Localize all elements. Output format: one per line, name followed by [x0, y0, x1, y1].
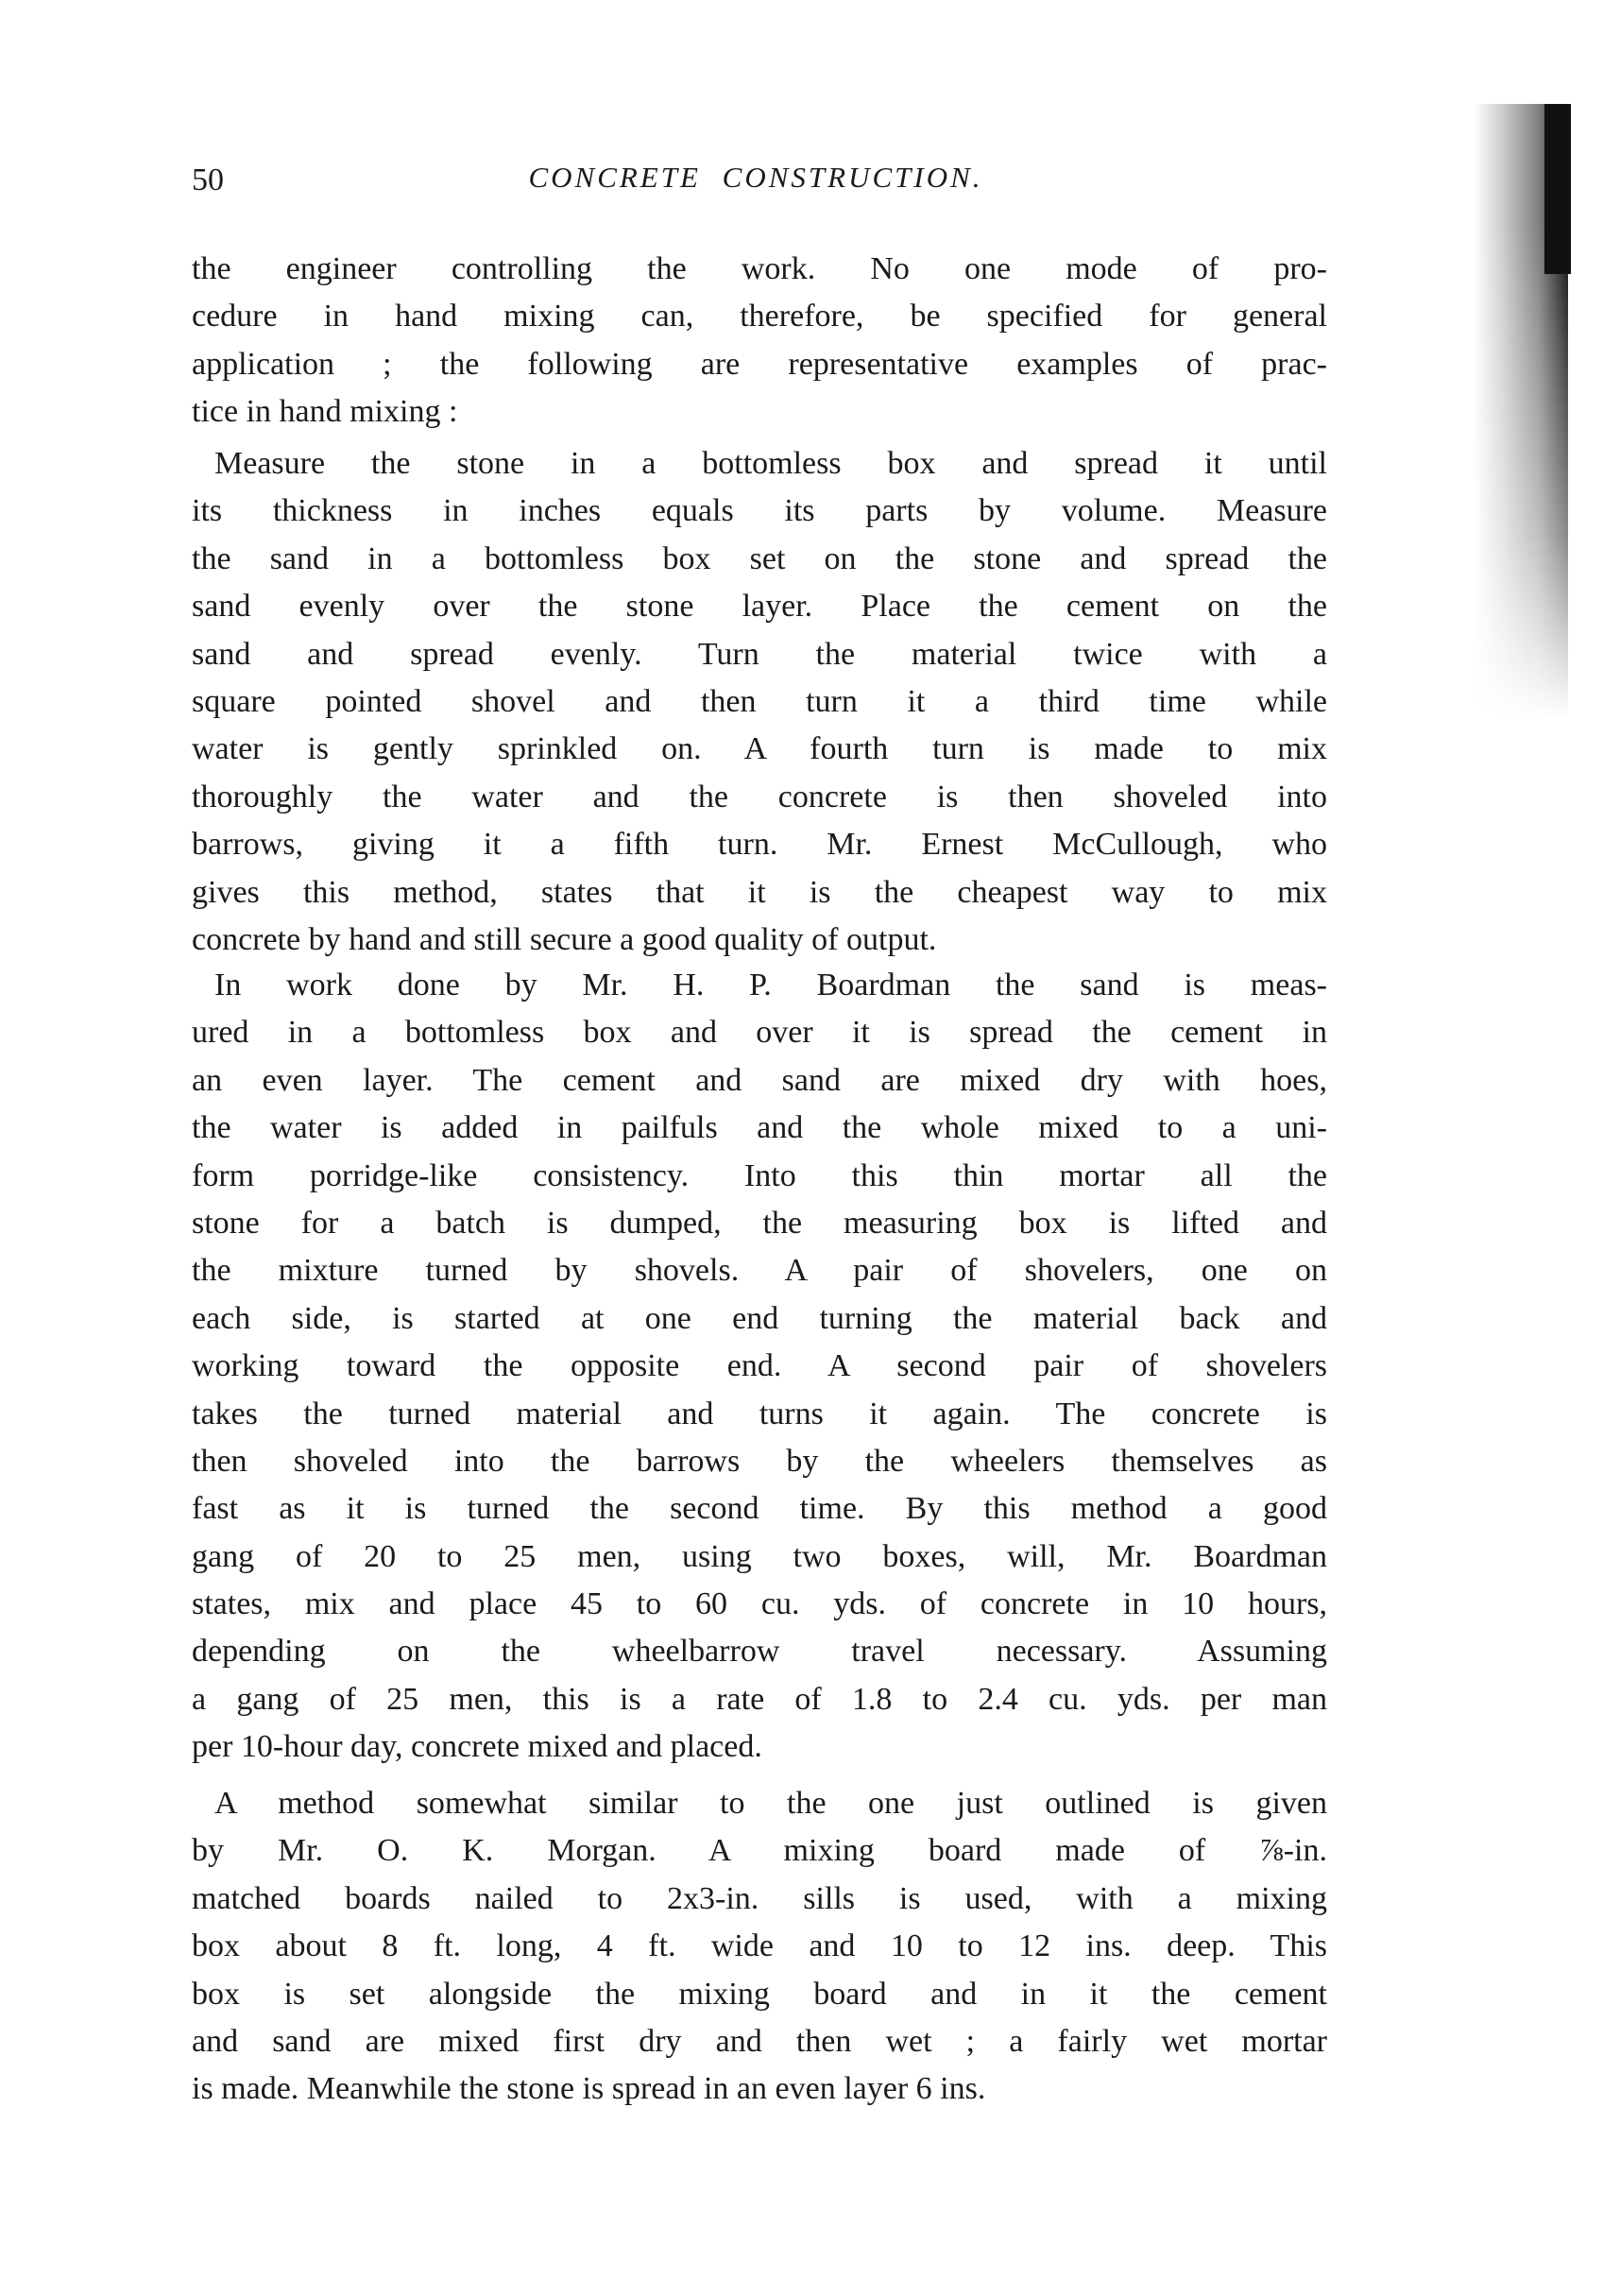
text-line: tice in hand mixing : [192, 394, 458, 430]
text-line: gives this method, states that it is the cheapest way to mix [192, 874, 1327, 910]
text-line: form porridge-like consistency. Into this thin mortar all the [192, 1157, 1327, 1193]
text-line: its thickness in inches equals its parts by volume. Measure [192, 493, 1327, 529]
text-line: states, mix and place 45 to 60 cu. yds. of concrete in 10 hours, [192, 1586, 1327, 1622]
paragraph-4 [192, 1780, 1327, 2114]
running-title: CONCRETE CONSTRUCTION. [528, 161, 983, 194]
text-line: depending on the wheelbarrow travel necessary. Assuming [192, 1634, 1327, 1670]
text-line: fast as it is turned the second time. By this method a good [192, 1491, 1327, 1527]
text-line: thoroughly the water and the concrete is then shoveled into [192, 779, 1327, 814]
text-line: gang of 20 to 25 men, using two boxes, will, Mr. Boardman [192, 1538, 1327, 1574]
text-line: the sand in a bottomless box set on the stone and spread the [192, 540, 1327, 576]
text-line: barrows, giving it a fifth turn. Mr. Ernest McCullough, who [192, 827, 1327, 863]
paragraph-3 [192, 962, 1327, 1772]
paragraph-2 [192, 440, 1327, 964]
text-line: by Mr. O. K. Morgan. A mixing board made of ⅞-in. [192, 1833, 1327, 1869]
text-line: the water is added in pailfuls and the whole mixed to a uni- [192, 1110, 1327, 1146]
text-line: takes the turned material and turns it again. The concrete is [192, 1396, 1327, 1431]
text-line: is made. Meanwhile the stone is spread in an even layer 6 ins. [192, 2071, 986, 2107]
text-line: cedure in hand mixing can, therefore, be specified for general [192, 299, 1327, 334]
text-line: water is gently sprinkled on. A fourth turn is made to mix [192, 731, 1327, 767]
text-line: concrete by hand and still secure a good quality of output. [192, 921, 937, 957]
text-line: then shoveled into the barrows by the wheelers themselves as [192, 1443, 1327, 1479]
text-line: A method somewhat similar to the one just outlined is given [214, 1786, 1327, 1821]
text-line: In work done by Mr. H. P. Boardman the sand is meas- [214, 968, 1327, 1002]
text-line: and sand are mixed first dry and then wet ; a fairly wet mortar [192, 2023, 1327, 2059]
text-line: sand and spread evenly. Turn the material twice with a [192, 636, 1327, 672]
text-line: sand evenly over the stone layer. Place the cement on the [192, 589, 1327, 625]
text-line: working toward the opposite end. A second pair of shovelers [192, 1348, 1327, 1384]
paragraph-1 [192, 246, 1327, 437]
text-line: square pointed shovel and then turn it a third time while [192, 683, 1327, 719]
text-line: ured in a bottomless box and over it is spread the cement in [192, 1015, 1327, 1051]
page-number: 50 [192, 163, 224, 197]
text-line: per 10-hour day, concrete mixed and placed. [192, 1729, 762, 1765]
text-line: box is set alongside the mixing board and in it the cement [192, 1976, 1327, 2012]
scan-edge-dark [1544, 104, 1571, 274]
text-line: each side, is started at one end turning the material back and [192, 1300, 1327, 1336]
text-line: stone for a batch is dumped, the measuring box is lifted and [192, 1205, 1327, 1241]
text-line: the engineer controlling the work. No one mode of pro- [192, 251, 1327, 286]
text-line: a gang of 25 men, this is a rate of 1.8 to 2.4 cu. yds. per man [192, 1681, 1327, 1717]
text-line: Measure the stone in a bottomless box and spread it until [214, 446, 1327, 481]
text-line: application ; the following are representative examples of prac- [192, 346, 1327, 382]
text-line: an even layer. The cement and sand are mixed dry with hoes, [192, 1062, 1327, 1098]
text-line: matched boards nailed to 2x3-in. sills is used, with a mixing [192, 1880, 1327, 1916]
text-line: the mixture turned by shovels. A pair of shovelers, one on [192, 1253, 1327, 1289]
text-line: box about 8 ft. long, 4 ft. wide and 10 to 12 ins. deep. This [192, 1928, 1327, 1964]
